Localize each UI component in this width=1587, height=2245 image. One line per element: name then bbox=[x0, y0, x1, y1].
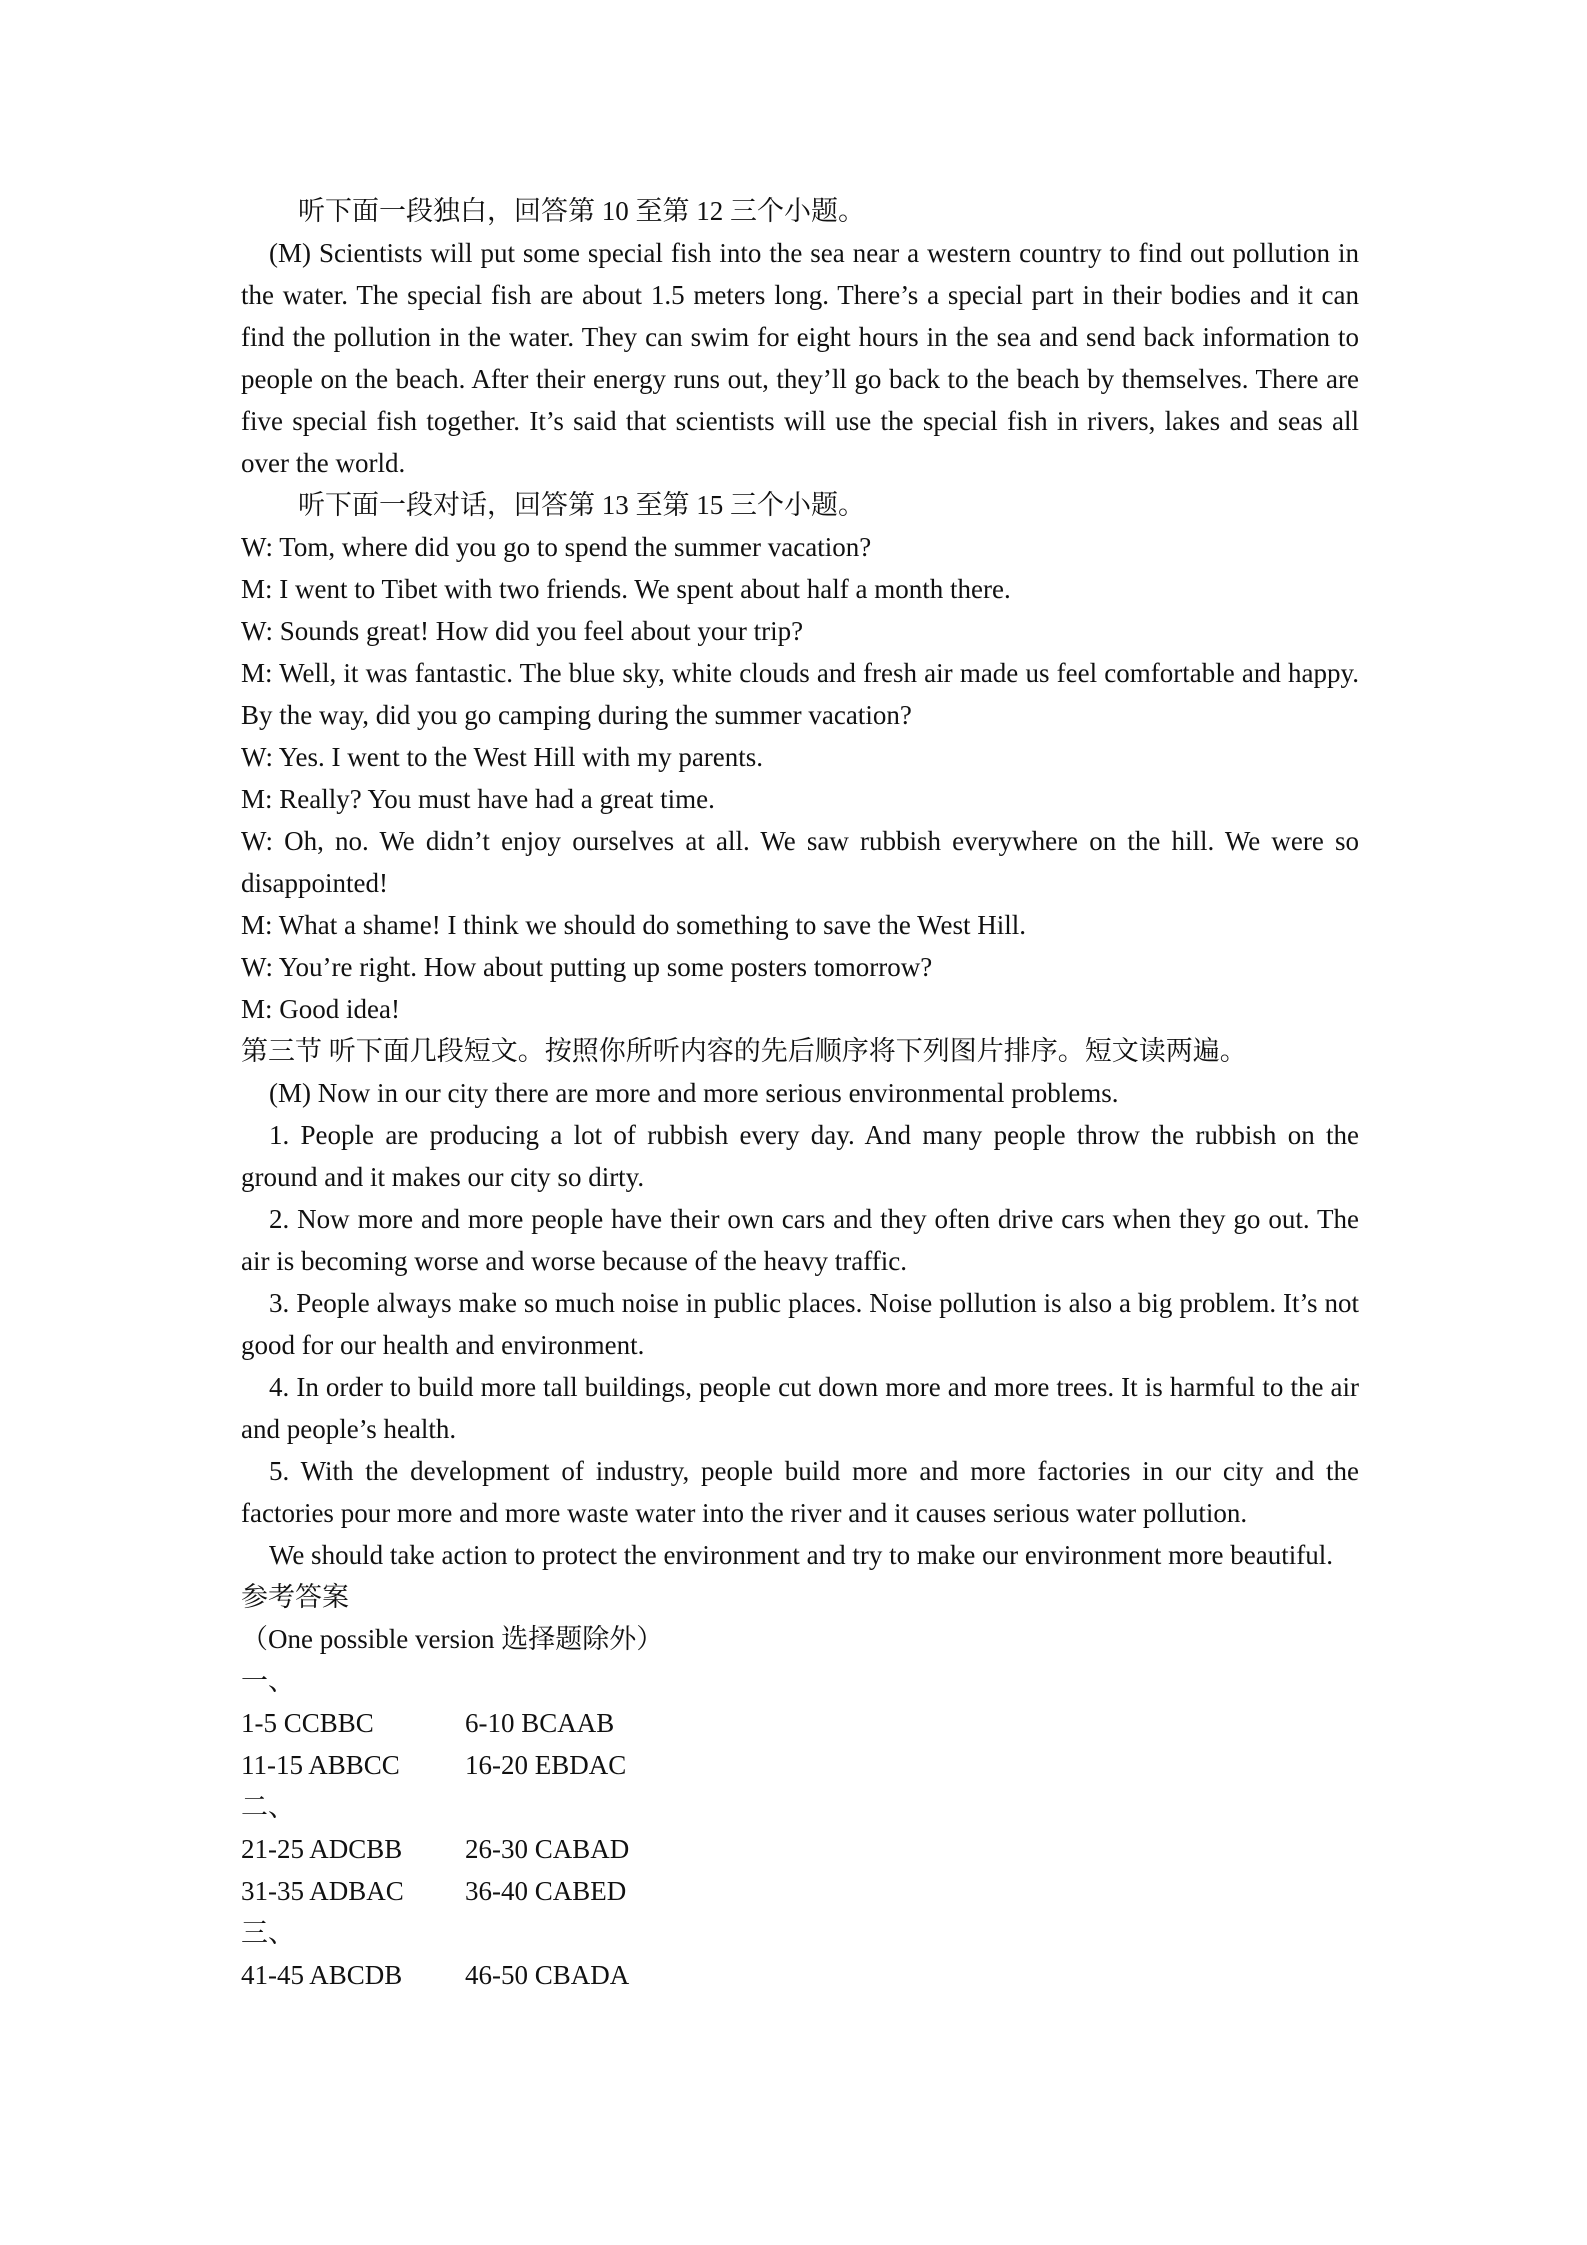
dialogue-line: M: What a shame! I think we should do something to save the West Hill. bbox=[241, 910, 1026, 940]
dialogue-line: W: Oh, no. We didn’t enjoy ourselves at all. We saw rubbish everywhere on the hill. We were so disappointed! bbox=[241, 826, 1359, 898]
passage-item: 3. People always make so much noise in public places. Noise pollution is also a big problem. It’s not good for our health and environment. bbox=[241, 1288, 1359, 1360]
passage-item: 5. With the development of industry, people build more and more factories in our city and the factories pour more and more waste water into the river and it causes serious water pollution. bbox=[241, 1456, 1359, 1528]
monologue-instruction: 听下面一段独白，回答第 10 至第 12 三个小题。 bbox=[298, 196, 865, 226]
answer-cell: 16-20 EBDAC bbox=[465, 1750, 627, 1780]
answer-cell: 36-40 CABED bbox=[465, 1876, 627, 1906]
answer-cell: 6-10 BCAAB bbox=[465, 1708, 615, 1738]
answer-cell: 26-30 CABAD bbox=[465, 1834, 630, 1864]
dialogue-line: M: I went to Tibet with two friends. We spent about half a month there. bbox=[241, 574, 1011, 604]
dialogue-line: M: Well, it was fantastic. The blue sky, white clouds and fresh air made us feel comfortable and happy. By the way, did you go camping during the summer vacation? bbox=[241, 658, 1359, 730]
answer-part-label: 二、 bbox=[241, 1792, 295, 1822]
answer-cell: 46-50 CBADA bbox=[465, 1960, 630, 1990]
answer-cell: 11-15 ABBCC bbox=[241, 1750, 400, 1780]
answer-key-title: 参考答案 bbox=[241, 1582, 349, 1612]
answer-row bbox=[241, 1954, 1359, 1996]
dialogue-line: W: Tom, where did you go to spend the summer vacation? bbox=[241, 532, 872, 562]
answer-cell: 1-5 CCBBC bbox=[241, 1708, 374, 1738]
answer-part-label: 一、 bbox=[241, 1666, 295, 1696]
answer-row bbox=[241, 1828, 1359, 1870]
section-three-heading: 第三节 听下面几段短文。按照你所听内容的先后顺序将下列图片排序。短文读两遍。 bbox=[241, 1036, 1247, 1066]
answer-cell: 21-25 ADCBB bbox=[241, 1834, 403, 1864]
answer-cell: 41-45 ABCDB bbox=[241, 1960, 403, 1990]
answer-row bbox=[241, 1702, 1359, 1744]
passage-item: 2. Now more and more people have their own cars and they often drive cars when they go out. The air is becoming worse and worse because of the heavy traffic. bbox=[241, 1204, 1359, 1276]
answer-key bbox=[241, 1576, 1359, 1996]
passage-intro: (M) Now in our city there are more and more serious environmental problems. bbox=[269, 1078, 1119, 1108]
document-page bbox=[241, 190, 1359, 1996]
answer-row bbox=[241, 1870, 1359, 1912]
answer-key-note: （One possible version 选择题除外） bbox=[241, 1624, 664, 1654]
monologue-text: (M) Scientists will put some special fish into the sea near a western country to find out pollution in the water. The special fish are about 1.5 meters long. There’s a special part in their bodies and it can find the pollution in the water. They can swim for eight hours in the sea and send back information to people on the beach. After their energy runs out, they’ll go back to the beach by themselves. There are five special fish together. It’s said that scientists will use the special fish in rivers, lakes and seas all over the world. bbox=[241, 238, 1359, 478]
passage-closing: We should take action to protect the environment and try to make our environment more beautiful. bbox=[269, 1540, 1334, 1570]
dialogue-line: W: You’re right. How about putting up some posters tomorrow? bbox=[241, 952, 933, 982]
dialogue-line: M: Good idea! bbox=[241, 994, 400, 1024]
dialogue-line: W: Yes. I went to the West Hill with my parents. bbox=[241, 742, 764, 772]
passage-item: 1. People are producing a lot of rubbish every day. And many people throw the rubbish on the ground and it makes our city so dirty. bbox=[241, 1120, 1359, 1192]
dialogue-line: M: Really? You must have had a great time. bbox=[241, 784, 715, 814]
passage-item: 4. In order to build more tall buildings, people cut down more and more trees. It is harmful to the air and people’s health. bbox=[241, 1372, 1359, 1444]
dialogue-line: W: Sounds great! How did you feel about your trip? bbox=[241, 616, 804, 646]
answer-row bbox=[241, 1744, 1359, 1786]
dialogue-instruction: 听下面一段对话，回答第 13 至第 15 三个小题。 bbox=[298, 490, 865, 520]
answer-part-label: 三、 bbox=[241, 1918, 295, 1948]
answer-cell: 31-35 ADBAC bbox=[241, 1876, 404, 1906]
